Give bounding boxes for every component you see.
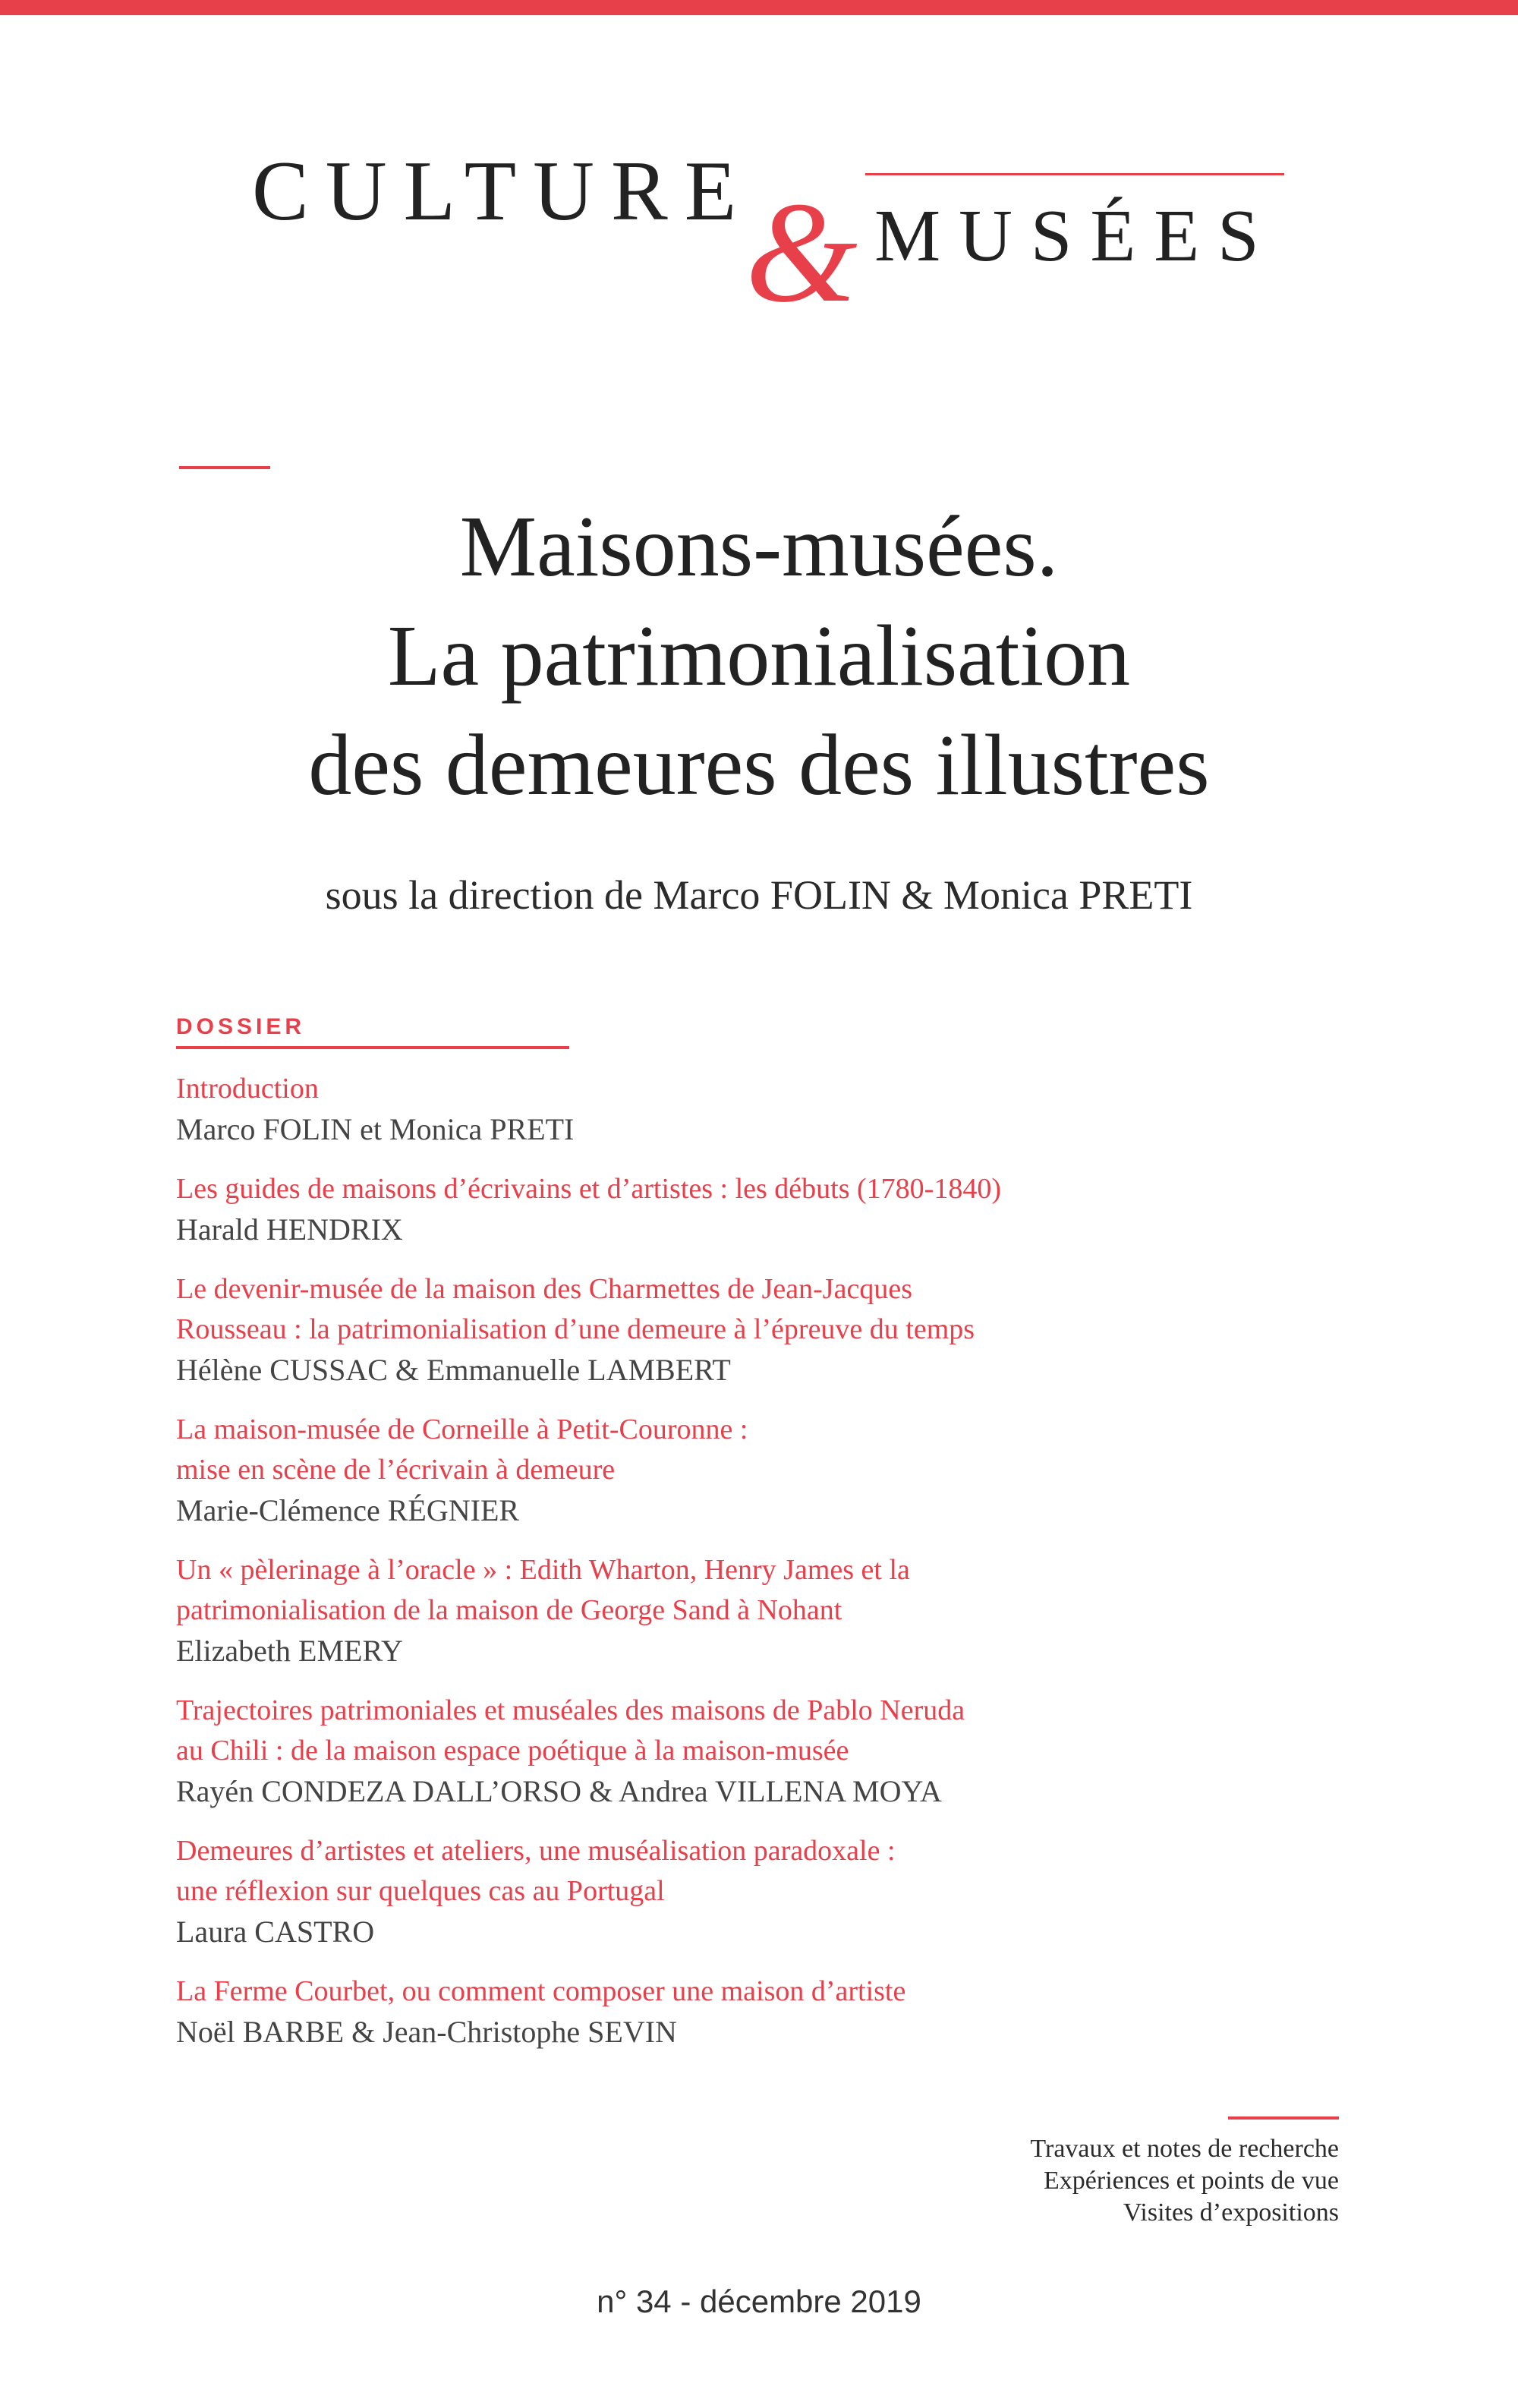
article-entry [176, 1550, 1360, 1671]
editors-subtitle: sous la direction de Marco FOLIN & Monica PRETI [325, 872, 1193, 918]
article-authors: Noël BARBE & Jean-Christophe SEVIN [176, 2015, 677, 2049]
article-authors: Marie-Clémence RÉGNIER [176, 1493, 520, 1527]
article-entry [176, 1069, 1360, 1149]
article-title: Le devenir-musée de la maison des Charmettes de Jean-Jacques [176, 1273, 912, 1305]
section-label: Travaux et notes de recherche [1030, 2135, 1339, 2163]
section-label: Visites d’expositions [1123, 2198, 1339, 2227]
article-entry [176, 1269, 1360, 1390]
article-title: au Chili : de la maison espace poétique à la maison-musée [176, 1735, 849, 1767]
logo-ampersand: & [745, 173, 858, 333]
article-title: Un « pèlerinage à l’oracle » : Edith Wharton, Henry James et la [176, 1554, 910, 1586]
sections-accent-dash [1228, 2116, 1339, 2120]
article-authors: Laura CASTRO [176, 1915, 375, 1949]
dossier-rule [176, 1046, 569, 1049]
top-accent-bar [0, 0, 1518, 15]
title-line: des demeures des illustres [308, 717, 1210, 813]
article-title: Rousseau : la patrimonialisation d’une demeure à l’épreuve du temps [176, 1313, 975, 1345]
title-line: La patrimonialisation [387, 607, 1131, 704]
section-label: Expériences et points de vue [1044, 2167, 1339, 2195]
article-title: Introduction [176, 1073, 319, 1105]
article-title: patrimonialisation de la maison de George Sand à Nohant [176, 1594, 842, 1626]
logo-word-musees: MUSÉES [874, 195, 1277, 277]
title-accent-dash [179, 466, 270, 469]
logo-word-culture: CULTURE [252, 144, 754, 238]
journal-sections [1030, 2133, 1339, 2229]
article-title: Les guides de maisons d’écrivains et d’artistes : les débuts (1780-1840) [176, 1173, 1001, 1205]
article-entry [176, 1971, 1360, 2052]
dossier-label: DOSSIER [176, 1014, 306, 1039]
article-authors: Rayén CONDEZA DALL’ORSO & Andrea VILLENA MOYA [176, 1774, 942, 1808]
article-entry [176, 1691, 1360, 1811]
article-authors: Harald HENDRIX [176, 1212, 403, 1247]
article-authors: Marco FOLIN et Monica PRETI [176, 1112, 575, 1146]
article-title: Demeures d’artistes et ateliers, une muséalisation paradoxale : [176, 1835, 896, 1867]
article-authors: Elizabeth EMERY [176, 1634, 403, 1668]
logo-rule [865, 173, 1284, 175]
article-entry [176, 1169, 1360, 1250]
issue-number: n° 34 - décembre 2019 [597, 2284, 921, 2319]
article-title: mise en scène de l’écrivain à demeure [176, 1454, 616, 1486]
issue-title [0, 492, 1518, 820]
article-list [176, 1069, 1360, 2072]
article-entry [176, 1410, 1360, 1530]
article-authors: Hélène CUSSAC & Emmanuelle LAMBERT [176, 1353, 731, 1387]
article-title: Trajectoires patrimoniales et muséales des maisons de Pablo Neruda [176, 1694, 965, 1726]
article-title: une réflexion sur quelques cas au Portugal [176, 1875, 665, 1907]
article-entry [176, 1831, 1360, 1952]
title-line: Maisons-musées. [459, 498, 1059, 594]
article-title: La maison-musée de Corneille à Petit-Couronne : [176, 1414, 748, 1445]
article-title: La Ferme Courbet, ou comment composer une maison d’artiste [176, 1975, 906, 2007]
